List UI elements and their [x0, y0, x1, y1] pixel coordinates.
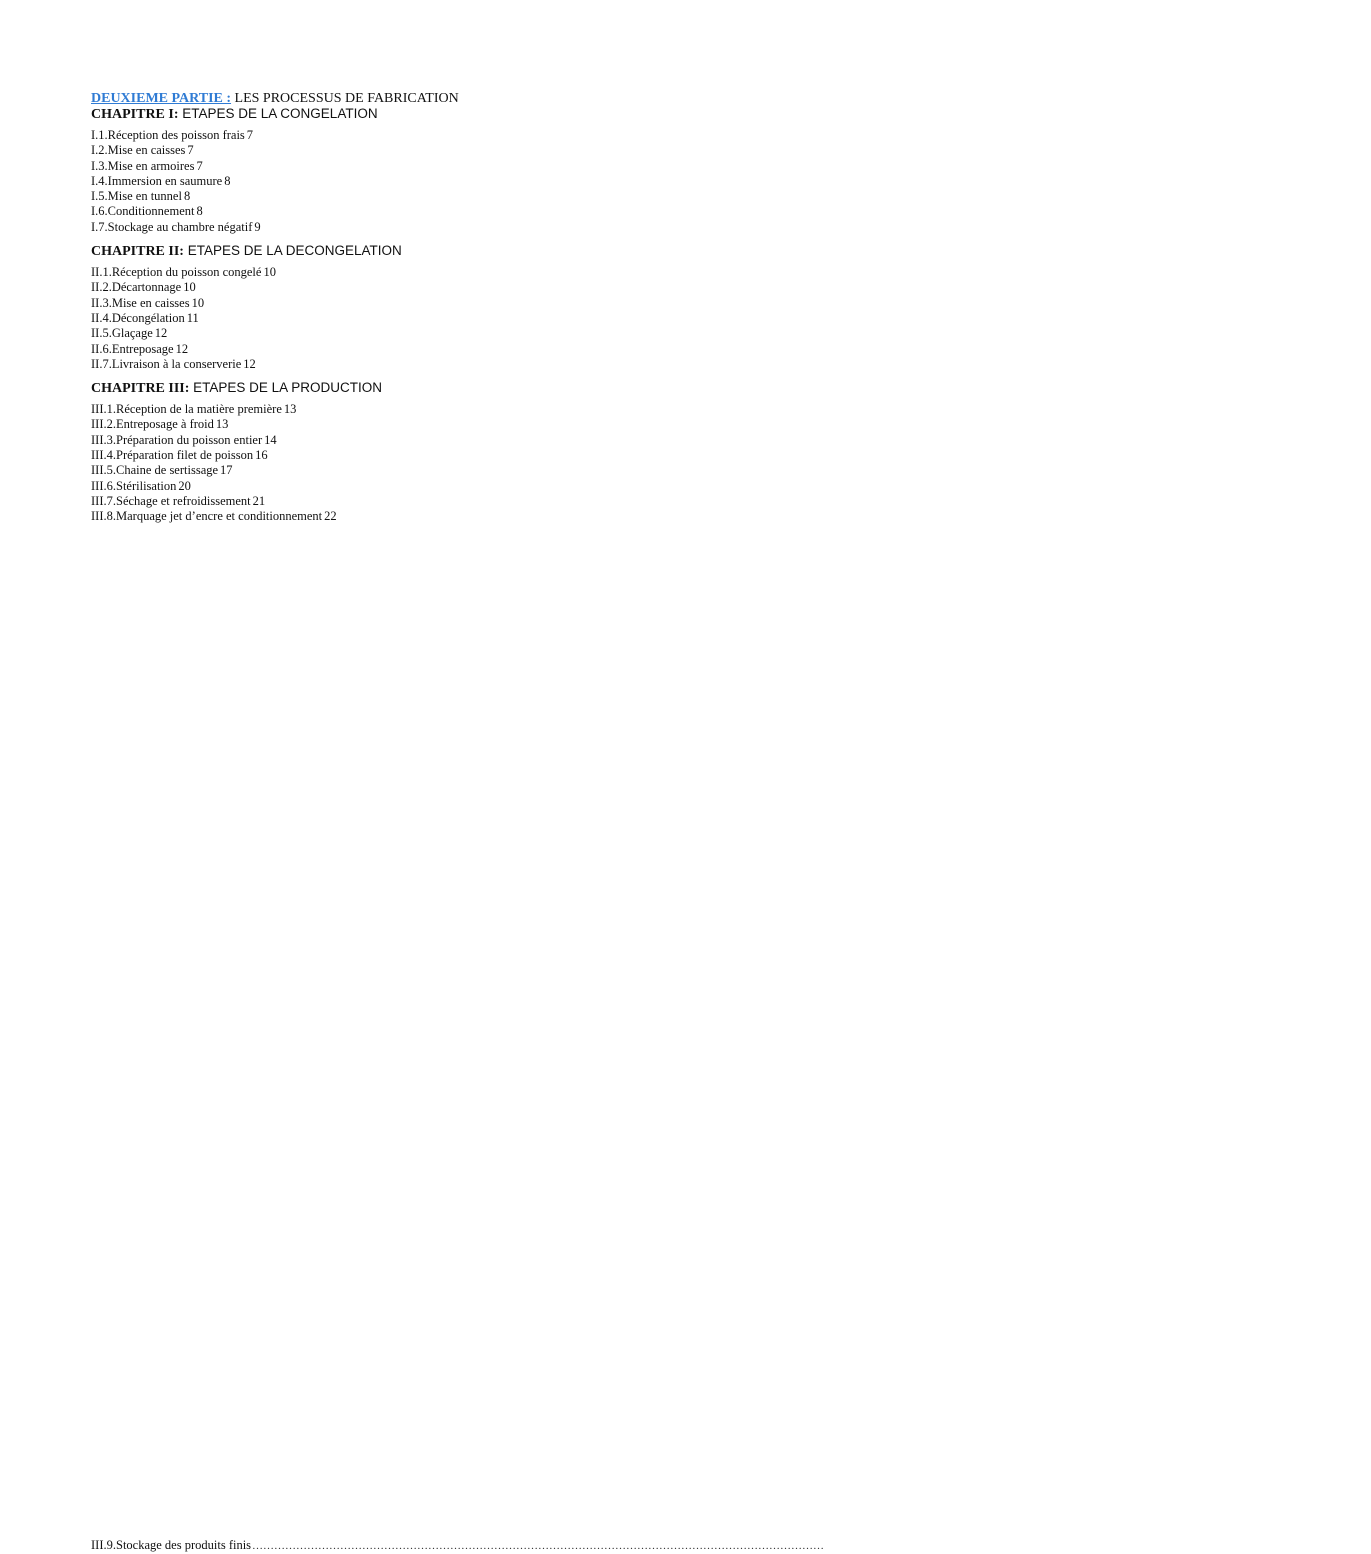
- toc-entry-label: II.7.Livraison à la conserverie: [91, 356, 242, 371]
- toc-entry-page: 12: [175, 341, 189, 356]
- part-label: DEUXIEME PARTIE :: [91, 91, 232, 106]
- toc-entry-label: III.3.Préparation du poisson entier: [91, 432, 263, 447]
- toc-entry[interactable]: [91, 342, 667, 357]
- toc-entry-page: 22: [324, 509, 337, 524]
- toc-entry[interactable]: [91, 143, 667, 158]
- toc-entry-page: 12: [243, 356, 256, 371]
- toc-entry-page: 16: [255, 448, 268, 463]
- toc-entry[interactable]: [91, 159, 667, 174]
- toc-entry-page: 21: [252, 493, 266, 508]
- toc-entry-label: II.6.Entreposage: [91, 341, 174, 356]
- chapter-entries: [91, 265, 667, 372]
- chapter-number: CHAPITRE II:: [91, 244, 184, 260]
- toc-entry-page: 7: [187, 143, 194, 158]
- toc-entry-label: I.5.Mise en tunnel: [91, 189, 182, 204]
- toc-entry-page: 14: [264, 432, 277, 447]
- toc-entry-label: I.7.Stockage au chambre négatif: [91, 219, 253, 234]
- toc-entry-label: I.4.Immersion en saumure: [91, 173, 223, 188]
- toc-entry[interactable]: [91, 189, 667, 204]
- table-of-contents: [91, 91, 667, 1552]
- toc-entry-label: III.9.Stockage des produits finis: [91, 1537, 252, 1552]
- toc-entry[interactable]: [91, 296, 667, 311]
- toc-entry-label: II.1.Réception du poisson congelé: [91, 265, 262, 280]
- toc-entry-label: I.2.Mise en caisses: [91, 143, 186, 158]
- chapter-title: ETAPES DE LA DECONGELATION: [183, 243, 402, 259]
- toc-entry[interactable]: [91, 265, 667, 280]
- toc-entry-page: 7: [196, 158, 203, 173]
- chapter-title: ETAPES DE LA CONGELATION: [178, 106, 378, 121]
- toc-entry[interactable]: [91, 204, 667, 219]
- toc-entry-label: III.6.Stérilisation: [91, 478, 177, 493]
- chapter-number: CHAPITRE III:: [91, 381, 190, 397]
- toc-entry[interactable]: [91, 311, 667, 326]
- toc-entry-page: 13: [283, 402, 297, 417]
- toc-entry-page: 7: [246, 128, 254, 142]
- chapter-number: CHAPITRE I:: [91, 107, 179, 122]
- toc-entry-page: 8: [183, 189, 191, 204]
- toc-entry-page: [603, 525, 1371, 1549]
- toc-entry-page: 20: [178, 478, 191, 493]
- toc-entry[interactable]: [91, 280, 667, 295]
- toc-entry-label: II.3.Mise en caisses: [91, 295, 190, 310]
- toc-entry-label: I.3.Mise en armoires: [91, 158, 195, 173]
- toc-entry-page: 10: [191, 295, 205, 310]
- toc-entry-page: 10: [263, 265, 276, 280]
- toc-entry-page: 8: [224, 173, 231, 188]
- toc-entry[interactable]: [91, 174, 667, 189]
- toc-entry-page: 13: [215, 417, 229, 432]
- toc-entry-page: 8: [196, 204, 203, 219]
- toc-entry-page: 12: [154, 326, 168, 341]
- toc-entry-label: I.6.Conditionnement: [91, 204, 195, 219]
- toc-entry-label: II.2.Décartonnage: [91, 280, 182, 295]
- chapters-container: [91, 106, 667, 1552]
- toc-entry-label: III.5.Chaine de sertissage: [91, 463, 219, 478]
- toc-entry-page: 9: [254, 219, 261, 234]
- toc-entry-label: II.4.Décongélation: [91, 310, 185, 325]
- toc-entry-label: III.4.Préparation filet de poisson: [91, 448, 254, 463]
- part-title: LES PROCESSUS DE FABRICATION: [231, 91, 459, 106]
- toc-entry-page: 11: [186, 310, 199, 325]
- toc-entry-label: I.1.Réception des poisson frais: [91, 128, 245, 142]
- toc-entry-label: III.7.Séchage et refroidissement: [91, 493, 251, 508]
- toc-entry-page: 10: [183, 280, 196, 295]
- toc-entry-label: III.1.Réception de la matière première: [91, 402, 282, 417]
- part-heading: [91, 91, 667, 106]
- chapter-heading: [91, 106, 667, 122]
- toc-entry[interactable]: [91, 326, 667, 341]
- toc-entry-page: 17: [220, 463, 233, 478]
- toc-entry-label: III.2.Entreposage à froid: [91, 417, 214, 432]
- chapter-entries: [91, 128, 667, 235]
- toc-entry[interactable]: [91, 220, 667, 235]
- toc-entry-label: III.8.Marquage jet d’encre et conditionnement: [91, 509, 323, 524]
- toc-leader-dots: [252, 1539, 602, 1554]
- toc-entry-label: II.5.Glaçage: [91, 326, 153, 341]
- chapter-title: ETAPES DE LA PRODUCTION: [189, 380, 382, 396]
- toc-entry[interactable]: [91, 128, 667, 143]
